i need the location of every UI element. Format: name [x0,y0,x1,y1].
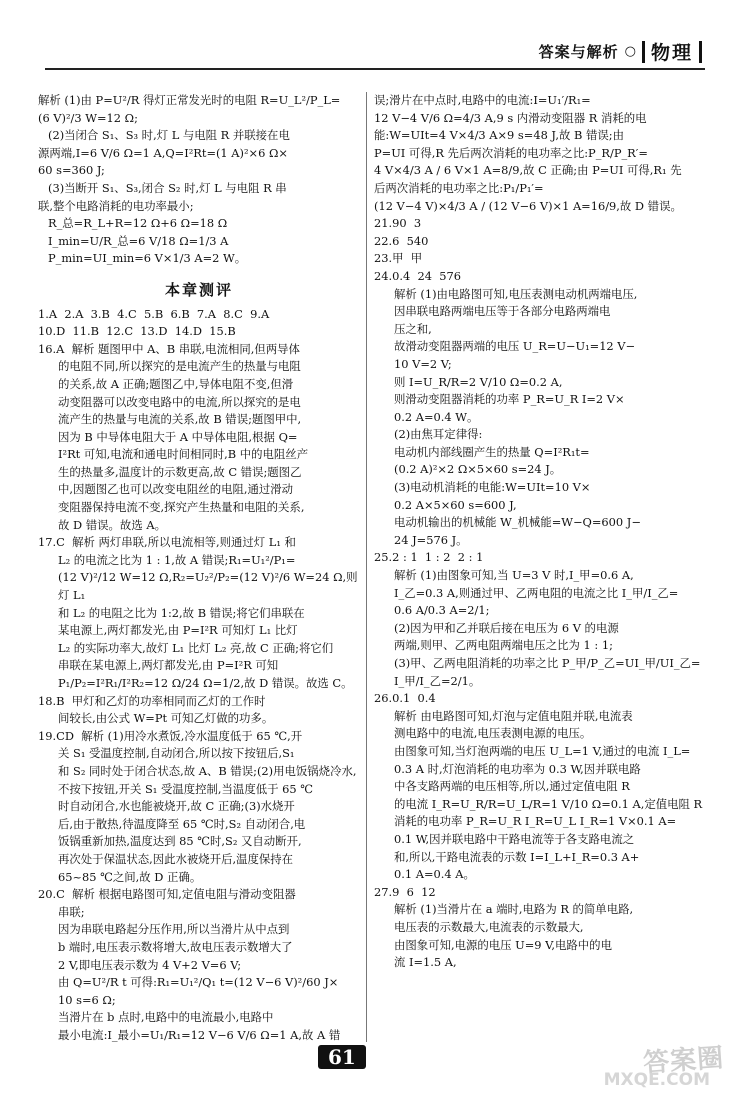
text-line: 串联在某电源上,两灯都发光,由 P=I²R 可知 [58,658,279,673]
text-line: (12 V−4 V)×4/3 A / (12 V−6 V)×1 A=16/9,故 D 错误。 [374,198,682,213]
text-line: I_min=U/R_总=6 V/18 Ω=1/3 A [48,233,229,248]
text-line: 不按下按钮,开关 S₁ 受温度控制,当温度低于 65 ℃ [58,781,313,796]
text-line: 时自动闭合,水也能被烧开,故 C 正确;(3)水烧开 [58,799,295,814]
text-line: I_甲/I_乙=2/1。 [394,673,481,688]
text-line: 24 J=576 J。 [394,532,468,547]
text-line: (0.2 A)²×2 Ω×5×60 s=24 J。 [394,462,562,477]
text-line: 压之和, [394,321,432,336]
text-line: 0.1 W,因并联电路中干路电流等于各支路电流之 [394,831,635,846]
text-line: 最小电流:I_最小=U₁/R₁=12 V−6 V/6 Ω=1 A,故 A 错 [58,1027,341,1042]
text-line: 中各支路两端的电压相等,所以,通过定值电阻 R [394,779,630,794]
text-line: 19.CD 解析 (1)用冷水煮饭,冷水温度低于 65 ℃,开 [38,728,303,743]
text-line: 和 S₂ 同时处于闭合状态,故 A、B 错误;(2)用电饭锅烧冷水, [58,763,357,778]
text-line: 0.1 A=0.4 A。 [394,867,475,882]
text-line: 变阻器保持电流不变,探究产生热量和电阻的关系, [58,500,305,515]
text-line: 故滑动变阻器两端的电压 U_R=U−U₁=12 V− [394,339,636,354]
text-line: 流 I=1.5 A, [394,955,457,970]
text-line: 0.6 A/0.3 A=2/1; [394,603,490,618]
text-line: 电动机输出的机械能 W_机械能=W−Q=600 J− [394,515,641,530]
text-line: 25.2 : 1 1 : 2 2 : 1 [374,550,484,565]
text-line: 21.90 3 [374,216,422,231]
text-line: 12 V−4 V/6 Ω=4/3 A,9 s 内滑动变阻器 R 消耗的电 [374,110,647,125]
left-column [38,92,360,1044]
text-line: 17.C 解析 两灯串联,所以电流相等,则通过灯 L₁ 和 [38,535,296,550]
text-line: 1.A 2.A 3.B 4.C 5.B 6.B 7.A 8.C 9.A [38,306,270,321]
text-line: R_总=R_L+R=12 Ω+6 Ω=18 Ω [48,216,228,231]
text-line: P₁/P₂=I²R₁/I²R₂=12 Ω/24 Ω=1/2,故 D 错误。故选 C。 [58,676,353,690]
text-line: b 端时,电压表示数将增大,故电压表示数增大了 [58,939,293,954]
page-header [539,38,702,65]
text-line: 65~85 ℃之间,故 D 正确。 [58,869,202,884]
text-line: 后,由于散热,待温度降至 65 ℃时,S₂ 自动闭合,电 [58,816,306,831]
text-line: 27.9 6 12 [374,884,436,899]
text-line: 4 V×4/3 A / 6 V×1 A=8/9,故 C 正确;由 P=UI 可得,R₁ 先 [374,163,682,178]
header-separator [642,41,645,63]
text-line: 则滑动变阻器消耗的功率 P_R=U_R I=2 V× [394,392,625,407]
text-line: 生的热量多,温度计的示数更高,故 C 错误;题图乙 [58,464,302,479]
header-separator-right [699,41,702,63]
text-line: 当滑片在 b 点时,电路中的电流最小,电路中 [58,1010,274,1025]
text-line: (2)当闭合 S₁、S₃ 时,灯 L 与电阻 R 并联接在电 [48,128,290,143]
text-line: 10.D 11.B 12.C 13.D 14.D 15.B [38,324,236,339]
page-number: 61 [318,1045,366,1069]
text-line: 电动机内部线圈产生的热量 Q=I²R₁t= [394,444,590,459]
text-line: 和 L₂ 的电阻之比为 1:2,故 B 错误;将它们串联在 [58,605,305,620]
text-line: 23.甲 甲 [374,251,423,266]
header-rule [45,68,705,70]
text-line: 联,整个电路消耗的电功率最小; [38,198,194,213]
text-line: 2 V,即电压表示数为 4 V+2 V=6 V; [58,957,242,972]
text-line: 误;滑片在中点时,电路中的电流:I=U₁′/R₁= [374,93,591,107]
text-line: L₂ 的实际功率大,故灯 L₁ 比灯 L₂ 亮,故 C 正确;将它们 [58,640,334,655]
text-line: 和,所以,干路电流表的示数 I=I_L+I_R=0.3 A+ [394,849,640,864]
text-line: 间较长,由公式 W=Pt 可知乙灯做的功多。 [58,711,274,726]
text-line: 流产生的热量与电流的关系,故 B 错误;题图甲中, [58,412,302,427]
text-line: 的电流 I_R=U_R/R=U_L/R=1 V/10 Ω=0.1 A,定值电阻 R [394,796,703,811]
text-line: 18.B 甲灯和乙灯的功率相同而乙灯的工作时 [38,693,266,708]
text-line: I²Rt 可知,电流和通电时间相同时,B 中的电阻丝产 [58,447,309,462]
text-line: 22.6 540 [374,233,429,248]
text-line: 0.3 A 时,灯泡消耗的电功率为 0.3 W,因并联电路 [394,761,641,776]
text-line: 10 s=6 Ω; [58,992,116,1007]
text-line: (3)电动机消耗的电能:W=UIt=10 V× [394,480,591,495]
text-line: 0.2 A×5×60 s=600 J, [394,497,517,512]
text-line: 则 I=U_R/R=2 V/10 Ω=0.2 A, [394,374,563,389]
text-line: 10 V=2 V; [394,356,452,371]
text-line: 两端,则甲、乙两电阻两端电压之比为 1 : 1; [394,638,613,653]
text-line: 解析 (1)当滑片在 a 端时,电路为 R 的简单电路, [394,902,634,917]
text-line: (12 V)²/12 W=12 Ω,R₂=U₂²/P₂=(12 V)²/6 W=24 Ω,则灯 L₁ [58,570,358,603]
column-divider [366,92,367,1042]
text-line: (3)甲、乙两电阻消耗的功率之比 P_甲/P_乙=UI_甲/UI_乙= [394,656,701,670]
text-line: 26.0.1 0.4 [374,691,436,706]
text-line: (6 V)²/3 W=12 Ω; [38,110,138,125]
section-title: 本章测评 [164,280,233,299]
watermark-logo: 答案圈 [642,1043,726,1079]
text-line: 故 D 错误。故选 A。 [58,517,166,532]
subject-label: 物理 [650,42,693,64]
text-line: 消耗的电功率 P_R=U_R I_R=U_L I_R=1 V×0.1 A= [394,814,677,829]
text-line: 源两端,I=6 V/6 Ω=1 A,Q=I²Rt=(1 A)²×6 Ω× [38,145,288,160]
text-line: 的电阻不同,所以探究的是电流产生的热量与电阻 [58,359,301,374]
text-line: 再次处于保温状态,因此水被烧开后,温度保持在 [58,851,294,866]
section-label: 答案与解析 [538,43,619,61]
text-line: 16.A 解析 题图甲中 A、B 串联,电流相同,但两导体 [38,341,300,356]
text-line: 0.2 A=0.4 W。 [394,409,479,424]
text-line: 关 S₁ 受温度控制,自动闭合,所以按下按钮后,S₁ [58,746,295,761]
text-line: (3)当断开 S₁、S₃,闭合 S₂ 时,灯 L 与电阻 R 串 [48,180,287,195]
text-line: 解析 (1)由图象可知,当 U=3 V 时,I_甲=0.6 A, [394,568,634,583]
text-line: 60 s=360 J; [38,163,105,178]
circle-mark-icon: ○ [624,44,636,59]
text-line: 串联; [58,904,85,919]
text-line: 24.0.4 24 576 [374,268,461,283]
text-line: 因为串联电路起分压作用,所以当滑片从中点到 [58,922,290,937]
text-line: 由图象可知,当灯泡两端的电压 U_L=1 V,通过的电流 I_L= [394,743,691,758]
text-line: 饭锅重新加热,温度达到 85 ℃时,S₂ 又自动断开, [58,834,302,849]
text-line: 测电路中的电流,电压表测电源的电压。 [394,726,592,741]
text-line: 因为 B 中导体电阻大于 A 中导体电阻,根据 Q= [58,429,298,444]
text-line: 后两次消耗的电功率之比:P₁/P₁′= [374,180,544,195]
text-line: 由 Q=U²/R t 可得:R₁=U₁²/Q₁ t=(12 V−6 V)²/60 J× [58,975,339,990]
watermark-url: MXQE.COM [603,1070,710,1090]
text-line: L₂ 的电流之比为 1 : 1,故 A 错误;R₁=U₁²/P₁= [58,552,296,567]
text-line: 20.C 解析 根据电路图可知,定值电阻与滑动变阻器 [38,887,296,902]
text-line: 的关系,故 A 正确;题图乙中,导体电阻不变,但滑 [58,376,294,391]
right-column [374,92,704,972]
text-line: P_min=UI_min=6 V×1/3 A=2 W。 [48,251,247,266]
text-line: 动变阻器可以改变电路中的电流,所以探究的是电 [58,394,301,409]
text-line: P=UI 可得,R 先后两次消耗的电功率之比:P_R/P_R′= [374,145,648,160]
text-line: 解析 (1)由电路图可知,电压表测电动机两端电压, [394,286,638,301]
text-line: 电压表的示数最大,电流表的示数最大, [394,919,584,934]
text-line: 某电源上,两灯都发光,由 P=I²R 可知灯 L₁ 比灯 [58,623,298,638]
text-line: 中,因题图乙也可以改变电阻丝的电阻,通过滑动 [58,482,294,497]
text-line: 由图象可知,电源的电压 U=9 V,电路中的电 [394,937,612,952]
text-line: (2)由焦耳定律得: [394,427,483,442]
text-line: I_乙=0.3 A,则通过甲、乙两电阻的电流之比 I_甲/I_乙= [394,585,679,600]
text-line: (2)因为甲和乙并联后接在电压为 6 V 的电源 [394,620,619,635]
text-line: 能:W=UIt=4 V×4/3 A×9 s=48 J,故 B 错误;由 [374,128,624,143]
text-line: 解析 (1)由 P=U²/R 得灯正常发光时的电阻 R=U_L²/P_L= [38,93,341,107]
text-line: 解析 由电路图可知,灯泡与定值电阻并联,电流表 [394,708,633,723]
text-line: 因串联电路两端电压等于各部分电路两端电 [394,304,611,319]
